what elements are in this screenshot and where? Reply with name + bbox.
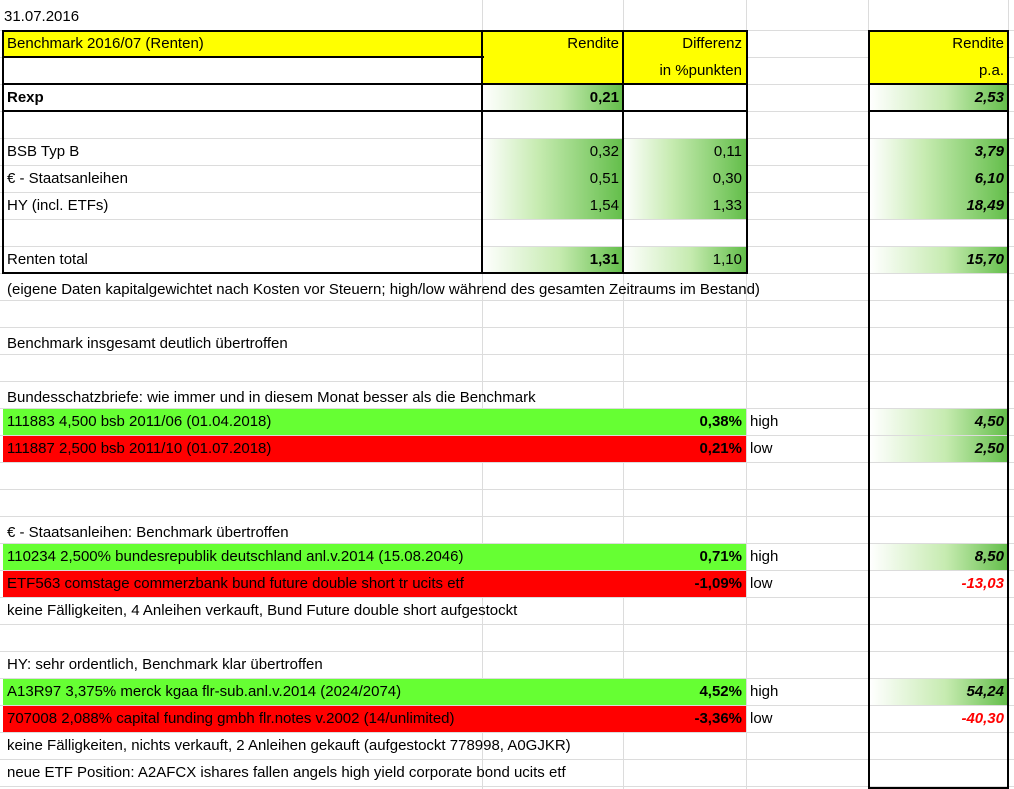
gridline: [0, 489, 1014, 490]
high-tag: high: [750, 548, 779, 565]
category-rendite: 0,51: [589, 170, 619, 187]
high-tag: high: [750, 413, 779, 430]
low-tag: low: [750, 440, 773, 457]
category-pa: 6,10: [974, 170, 1004, 187]
category-label: BSB Typ B: [7, 143, 80, 160]
header-pa-rendite: Rendite: [952, 35, 1004, 52]
section-heading: Bundesschatzbriefe: wie immer und in diesem Monat besser als die Benchmark: [7, 389, 536, 406]
low-value: 0,21%: [699, 440, 742, 457]
header-rendite: Rendite: [567, 35, 619, 52]
column-divider: [481, 30, 483, 274]
section-comment: neue ETF Position: A2AFCX ishares fallen angels high yield corporate bond ucits etf: [7, 764, 566, 781]
total-label: Renten total: [7, 251, 88, 268]
gridline: [0, 462, 1014, 463]
category-label: HY (incl. ETFs): [7, 197, 109, 214]
low-pa: 2,50: [974, 440, 1004, 457]
low-tag: low: [750, 575, 773, 592]
gridline: [0, 381, 1014, 382]
category-diff: 0,30: [712, 170, 742, 187]
low-name: 111887 2,500 bsb 2011/10 (01.07.2018): [7, 440, 272, 457]
column-divider: [622, 30, 624, 274]
high-value: 4,52%: [699, 683, 742, 700]
total-diff: 1,10: [712, 251, 742, 268]
gridline: [0, 516, 1014, 517]
high-pa: 54,24: [966, 683, 1004, 700]
rexp-label: Rexp: [7, 89, 44, 106]
rexp-pa: 2,53: [974, 89, 1004, 106]
high-name: A13R97 3,375% merck kgaa flr-sub.anl.v.2014 (2024/2074): [7, 683, 402, 700]
gridline: [0, 786, 1014, 787]
header-pa-unit: p.a.: [978, 62, 1004, 79]
low-name: ETF563 comstage commerzbank bund future double short tr ucits etf: [7, 575, 464, 592]
rexp-rendite: 0,21: [589, 89, 619, 106]
total-pa: 15,70: [966, 251, 1004, 268]
category-pa: 18,49: [966, 197, 1004, 214]
header-differenz: Differenz: [682, 35, 742, 52]
header-divider: [2, 56, 484, 58]
category-rendite: 1,54: [589, 197, 619, 214]
category-diff: 1,33: [712, 197, 742, 214]
high-value: 0,38%: [699, 413, 742, 430]
overall-note: Benchmark insgesamt deutlich übertroffen: [7, 335, 288, 352]
low-pa: -13,03: [961, 575, 1004, 592]
header-title: Benchmark 2016/07 (Renten): [7, 35, 204, 52]
category-diff: 0,11: [713, 143, 742, 160]
section-heading: HY: sehr ordentlich, Benchmark klar übertroffen: [7, 656, 323, 673]
report-date: 31.07.2016: [4, 8, 80, 25]
gridline: [0, 327, 1014, 328]
low-name: 707008 2,088% capital funding gmbh flr.notes v.2002 (14/unlimited): [7, 710, 455, 727]
gridline: [868, 0, 869, 789]
high-tag: high: [750, 683, 779, 700]
section-comment: keine Fälligkeiten, 4 Anleihen verkauft, Bund Future double short aufgestockt: [7, 602, 518, 619]
category-pa: 3,79: [974, 143, 1004, 160]
high-pa: 4,50: [974, 413, 1004, 430]
category-label: € - Staatsanleihen: [7, 170, 128, 187]
header-differenz-unit: in %punkten: [659, 62, 742, 79]
high-name: 110234 2,500% bundesrepublik deutschland anl.v.2014 (15.08.2046): [7, 548, 464, 565]
low-value: -1,09%: [694, 575, 742, 592]
category-rendite: 0,32: [589, 143, 619, 160]
section-comment: keine Fälligkeiten, nichts verkauft, 2 Anleihen gekauft (aufgestockt 778998, A0GJKR): [7, 737, 571, 754]
low-tag: low: [750, 710, 773, 727]
high-value: 0,71%: [699, 548, 742, 565]
low-value: -3,36%: [694, 710, 742, 727]
gridline: [0, 624, 1014, 625]
high-name: 111883 4,500 bsb 2011/06 (01.04.2018): [7, 413, 272, 430]
total-rendite: 1,31: [589, 251, 619, 268]
gridline: [0, 219, 1014, 220]
gridline: [0, 273, 1014, 274]
low-pa: -40,30: [961, 710, 1004, 727]
gridline: [1008, 0, 1009, 789]
high-pa: 8,50: [974, 548, 1004, 565]
source-note: (eigene Daten kapitalgewichtet nach Kosten vor Steuern; high/low während des gesamten Zeitraums im Bestand): [7, 281, 760, 298]
section-heading: € - Staatsanleihen: Benchmark übertroffen: [7, 524, 289, 541]
gridline: [0, 111, 1014, 112]
